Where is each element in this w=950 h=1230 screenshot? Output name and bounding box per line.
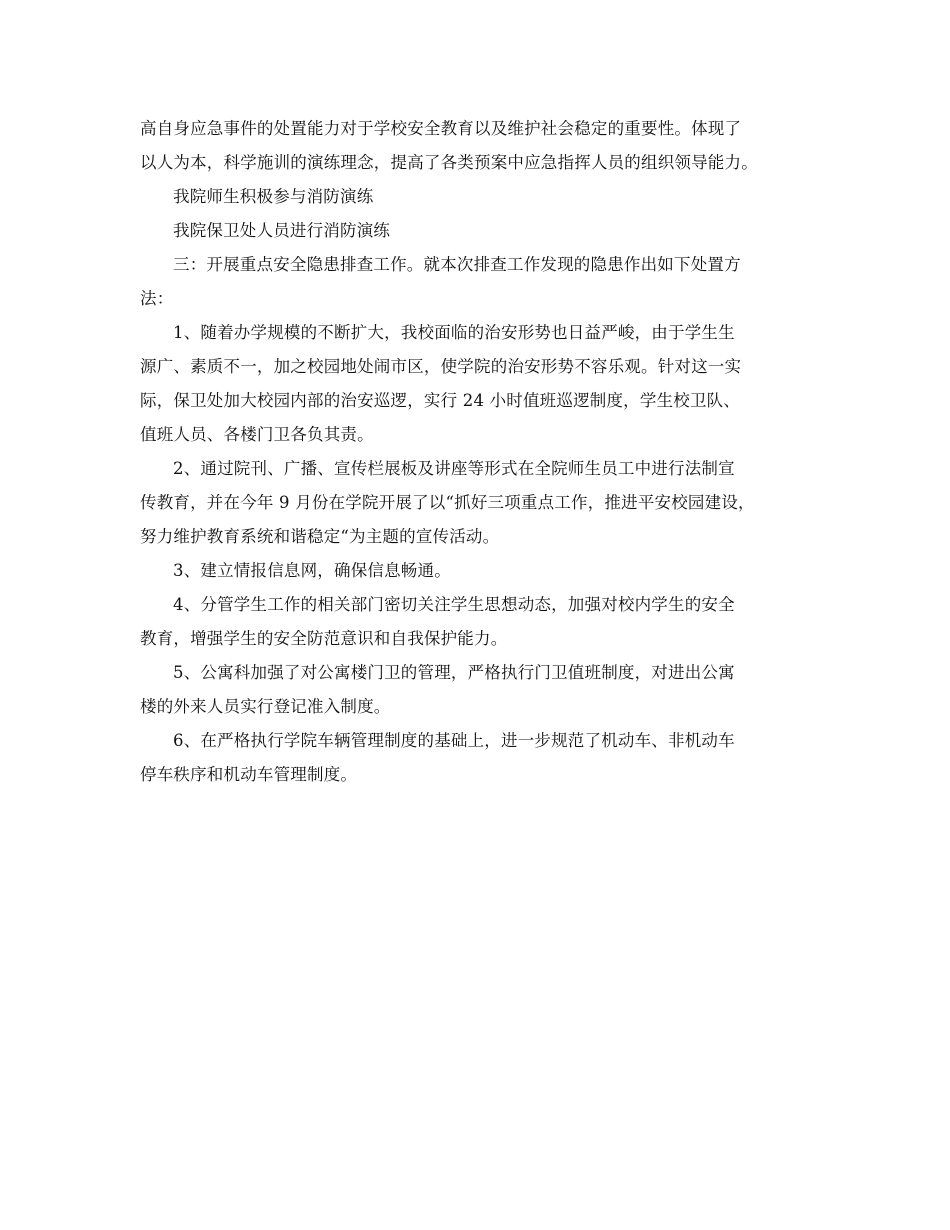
paragraph-3: 我院保卫处人员进行消防演练 xyxy=(173,221,391,240)
paragraph-9: 5、公寓科加强了对公寓楼门卫的管理，严格执行门卫值班制度，对进出公寓 楼的外来人员实行登记准入制度。 xyxy=(140,663,735,716)
document-body xyxy=(140,112,830,792)
paragraph-10: 6、在严格执行学院车辆管理制度的基础上，进一步规范了机动车、非机动车 停车秩序和机动车管理制度。 xyxy=(140,731,735,784)
paragraph-7: 3、建立情报信息网，确保信息畅通。 xyxy=(173,561,451,580)
paragraph-6: 2、通过院刊、广播、宣传栏展板及讲座等形式在全院师生员工中进行法制宣 传教育，并在今年 9 月份在学院开展了以“抓好三项重点工作，推进平安校园建设， 努力维护教育系统和谐稳定“为主题的宣传活动。 xyxy=(140,459,755,546)
paragraph-4: 三：开展重点安全隐患排查工作。就本次排查工作发现的隐患作出如下处置方 法： xyxy=(140,255,741,308)
paragraph-5: 1、随着办学规模的不断扩大，我校面临的治安形势也日益严峻，由于学生生 源广、素质不一，加之校园地处闹市区，使学院的治安形势不容乐观。针对这一实 际，保卫处加大校园内部的治安巡逻，实行 24 小时值班巡逻制度，学生校卫队、 值班人员、各楼门卫各负其责。 xyxy=(140,323,742,444)
paragraph-1: 高自身应急事件的处置能力对于学校安全教育以及维护社会稳定的重要性。体现了 以人为本，科学施训的演练理念，提高了各类预案中应急指挥人员的组织领导能力。 xyxy=(140,119,758,172)
paragraph-8: 4、分管学生工作的相关部门密切关注学生思想动态，加强对校内学生的安全 教育，增强学生的安全防范意识和自我保护能力。 xyxy=(140,595,735,648)
paragraph-2: 我院师生积极参与消防演练 xyxy=(173,187,374,206)
